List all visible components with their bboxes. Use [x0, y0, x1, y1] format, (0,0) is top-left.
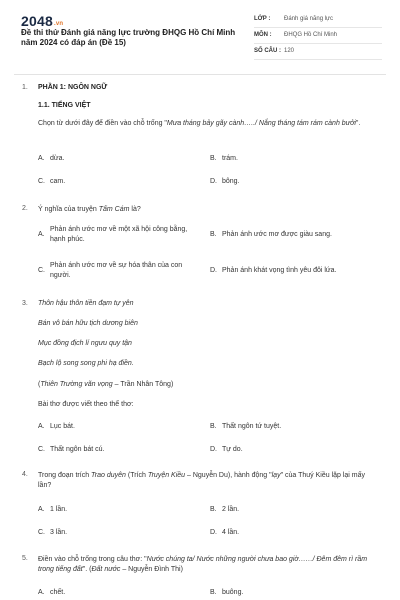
info-label: MÔN : [254, 32, 272, 38]
info-row-subject [254, 28, 382, 44]
question-3: 3. Thôn hậu thôn tiền đạm tự yên Bán vô bán hữu tịch dương biên Mục đồng địch lí ngưu quy tận Bạch lộ song song phi hạ điền. (Thiên Trường vãn vọng – Trần Nhân Tông) Bài thơ được viết theo thể thơ: A. Lục bát. B. Thất ngôn tứ tuyệt. C. Thất ngôn bát cú. D. Tự do. [22, 300, 378, 450]
question-stem: Bài thơ được viết theo thể thơ: [38, 401, 134, 408]
section-title: 1.1. TIẾNG VIỆT [38, 102, 91, 109]
poem-line: Bạch lộ song song phi hạ điền. [38, 360, 134, 367]
page-header [0, 0, 400, 72]
info-value: 120 [284, 48, 295, 54]
part-number: 1. [22, 84, 28, 91]
question-2: 2. Ý nghĩa của truyện Tấm Cám là? A. Phản ánh ước mơ về một xã hội công bằng, hạnh phúc. B. Phản ánh ước mơ được giàu sang. C. Phản ánh ước mơ về sự hóa thân của con người. D. Phản ánh khát vọng tình yêu đôi lứa. [22, 205, 378, 285]
exam-title: Đề thi thử Đánh giá năng lực trường ĐHQG Hồ Chí Minh năm 2024 có đáp án (Đề 15) [21, 28, 236, 47]
question-number: 4. [22, 471, 28, 478]
poem-line: Bán vô bán hữu tịch dương biên [38, 320, 138, 327]
question-stem: Điền vào chỗ trống trong câu thơ: "Nước chúng ta/ Nước những người chưa bao giờ……/ Đêm đêm rì rầm trong tiếng đất". (Đất nước – Nguyễn Đình Thi) [38, 556, 368, 573]
info-value: Đánh giá năng lực [284, 16, 334, 22]
info-row-count [254, 44, 382, 60]
question-stem: Trong đoạn trích Trao duyên (Trích Truyện Kiều – Nguyễn Du), hành động "lạy" của Thuý Kiều lặp lại mấy lần? [38, 472, 366, 489]
info-value: ĐHQG Hồ Chí Minh [284, 32, 338, 38]
question-number: 5. [22, 555, 28, 562]
poem-source: (Thiên Trường vãn vọng – Trần Nhân Tông) [38, 381, 174, 388]
part-title: PHẦN 1: NGÔN NGỮ [38, 84, 108, 91]
info-row-class [254, 12, 382, 28]
question-4: 4. Trong đoạn trích Trao duyên (Trích Truyện Kiều – Nguyễn Du), hành động "lạy" của Thuý Kiều lặp lại mấy lần? A. 1 lần. B. 2 lần. C. 3 lần. D. 4 lần. [22, 471, 378, 531]
exam-info-panel [254, 12, 382, 60]
question-5: 5. Điền vào chỗ trống trong câu thơ: "Nước chúng ta/ Nước những người chưa bao giờ……/ Đêm đêm rì rầm trong tiếng đất". (Đất nước – Nguyễn Đình Thi) A. chết. B. buông. [22, 555, 378, 600]
poem-line: Thôn hậu thôn tiền đạm tự yên [38, 300, 134, 307]
site-logo[interactable]: 2048.vn [21, 13, 64, 29]
question-stem: Ý nghĩa của truyện Tấm Cám là? [38, 206, 141, 213]
info-label: LỚP : [254, 16, 271, 22]
header-divider [14, 74, 386, 75]
question-number: 2. [22, 205, 28, 212]
poem-line: Mục đồng địch lí ngưu quy tận [38, 340, 132, 347]
info-label: SỐ CÂU : [254, 48, 281, 54]
question-1: Chọn từ dưới đây để điền vào chỗ trống "Mưa tháng bảy gãy cành…../ Nắng tháng tám rám cành bưởi". A. dừa. B. trám. C. cam. D. bông. [22, 119, 378, 179]
question-stem: Chọn từ dưới đây để điền vào chỗ trống "Mưa tháng bảy gãy cành…../ Nắng tháng tám rám cành bưởi". [38, 120, 361, 127]
question-number: 3. [22, 300, 28, 307]
